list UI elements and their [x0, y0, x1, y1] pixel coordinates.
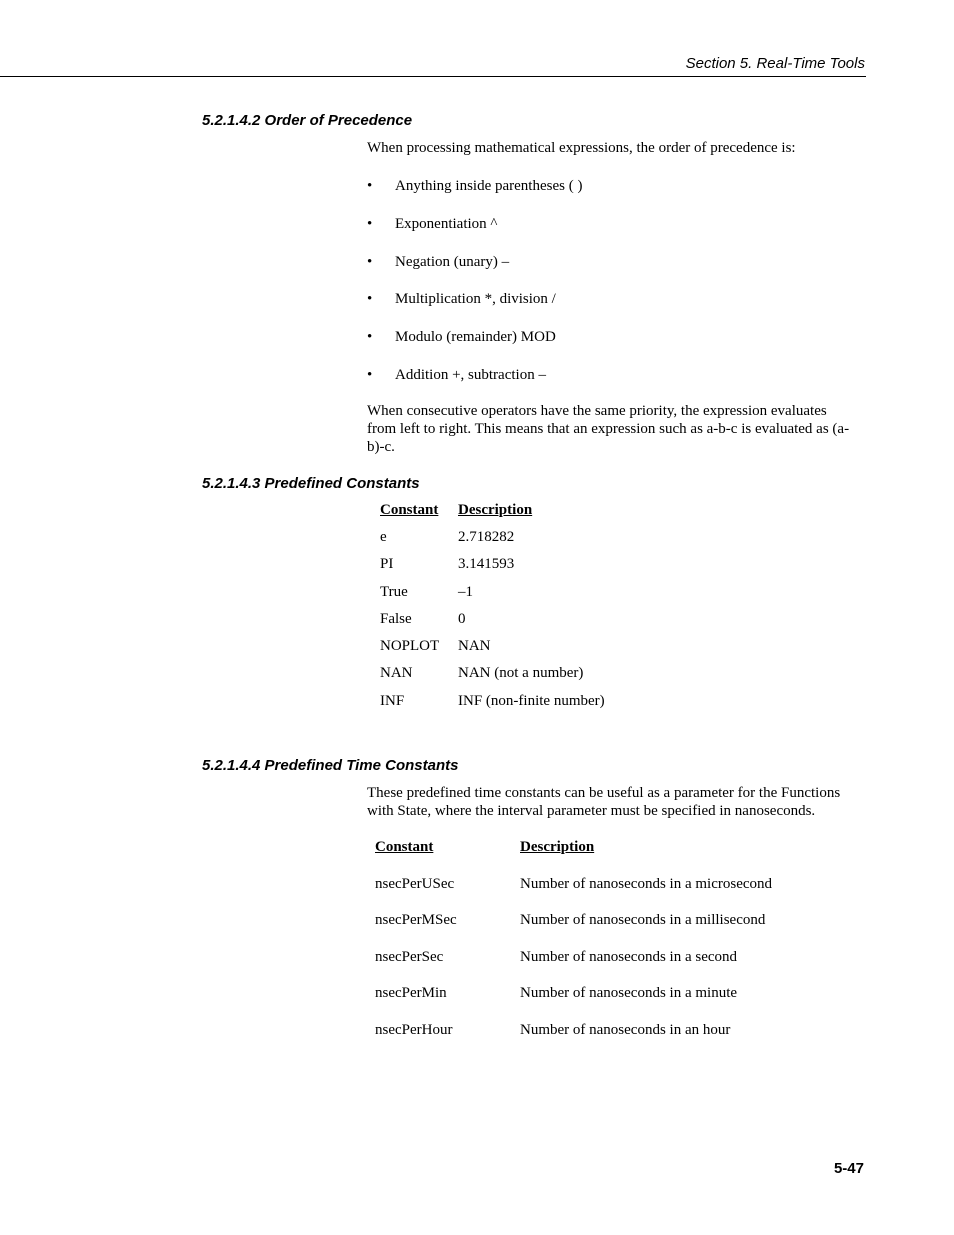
- bullet-icon: •: [367, 215, 373, 232]
- heading-predefined-constants: 5.2.1.4.3 Predefined Constants: [202, 475, 420, 492]
- table-row: nsecPerSec Number of nanoseconds in a second: [375, 948, 738, 965]
- order-intro: When processing mathematical expressions, the order of precedence is:: [367, 140, 796, 156]
- column-header-description: Description: [520, 839, 595, 855]
- bullet-icon: •: [367, 366, 373, 383]
- table-row: nsecPerUSec Number of nanoseconds in a microsecond: [375, 875, 773, 892]
- table-row: nsecPerMSec Number of nanoseconds in a millisecond: [375, 912, 766, 928]
- column-header-constant: Constant: [375, 839, 434, 855]
- running-header: Section 5. Real-Time Tools: [685, 55, 865, 72]
- column-header-constant: Constant: [380, 502, 439, 518]
- heading-predefined-time-constants: 5.2.1.4.4 Predefined Time Constants: [202, 757, 459, 774]
- table-row: INF INF (non-finite number): [380, 692, 605, 709]
- heading-order-of-precedence: 5.2.1.4.2 Order of Precedence: [202, 112, 413, 129]
- time-constants-intro: These predefined time constants can be useful as a parameter for the Functions with State, where the interval parameter must be specified in nanoseconds.: [367, 785, 841, 819]
- table-row: NOPLOT NAN: [380, 638, 491, 655]
- bullet-icon: •: [367, 253, 373, 270]
- table-row: NAN NAN (not a number): [380, 665, 584, 682]
- bullet-icon: •: [367, 291, 373, 308]
- precedence-note: When consecutive operators have the same priority, the expression evaluates from left to right. This means that an expression such as a-b-c is evaluated as (a-b)-c.: [367, 403, 850, 455]
- table-header-row: [375, 839, 772, 876]
- table-row: e 2.718282: [380, 529, 515, 545]
- header-rule: [0, 76, 866, 77]
- bullet-icon: •: [367, 329, 373, 346]
- table-row: nsecPerMin Number of nanoseconds in a minute: [375, 985, 738, 1001]
- table-header-row: [380, 502, 605, 529]
- page-number: 5-47: [833, 1160, 864, 1177]
- table-row: nsecPerHour Number of nanoseconds in an hour: [375, 1021, 731, 1038]
- table-row: True –1: [380, 583, 473, 600]
- constants-table: [380, 502, 605, 720]
- column-header-description: Description: [458, 502, 533, 518]
- table-row: PI 3.141593: [380, 556, 515, 573]
- bullet-icon: •: [367, 178, 373, 194]
- time-constants-table: [375, 839, 772, 1058]
- table-row: False 0: [380, 610, 466, 627]
